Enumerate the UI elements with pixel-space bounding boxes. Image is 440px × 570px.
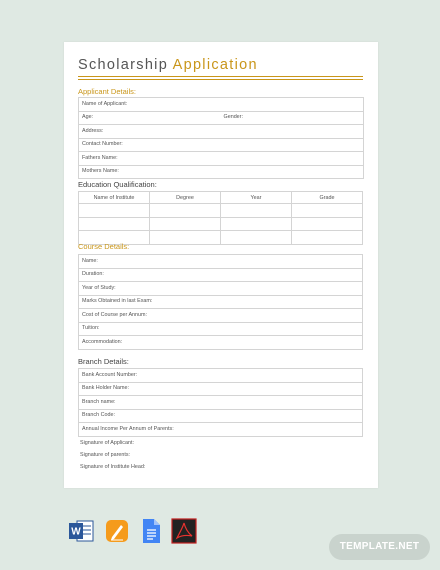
table-cell[interactable] (221, 204, 292, 218)
table-cell[interactable] (150, 204, 221, 218)
course-name-field[interactable]: Name: (79, 255, 363, 269)
contact-field[interactable]: Contact Number: (79, 138, 364, 152)
title-rule-top (78, 76, 363, 77)
accommodation-field[interactable]: Accommodation: (79, 336, 363, 350)
table-row (79, 165, 364, 179)
table-cell[interactable] (221, 217, 292, 231)
table-cell[interactable] (150, 217, 221, 231)
column-header: Year (221, 192, 292, 204)
table-row (79, 138, 364, 152)
year-of-study-field[interactable]: Year of Study: (79, 282, 363, 296)
document-page (64, 42, 378, 488)
table-row (79, 423, 363, 437)
table-cell[interactable] (292, 231, 363, 245)
google-docs-icon[interactable] (138, 518, 164, 544)
bank-holder-field[interactable]: Bank Holder Name: (79, 382, 363, 396)
table-row (79, 322, 363, 336)
duration-field[interactable]: Duration: (79, 268, 363, 282)
age-field[interactable]: Age: (79, 111, 221, 125)
table-row (79, 217, 363, 231)
table-row (79, 336, 363, 350)
table-cell[interactable] (292, 217, 363, 231)
column-header: Name of Institute (79, 192, 150, 204)
table-row (79, 295, 363, 309)
table-row (79, 204, 363, 218)
table-row (79, 396, 363, 410)
course-cost-field[interactable]: Cost of Course per Annum: (79, 309, 363, 323)
applicant-section-title: Applicant Details: (78, 87, 136, 96)
document-title (78, 57, 258, 73)
marks-field[interactable]: Marks Obtained in last Exam: (79, 295, 363, 309)
title-rule-bottom (78, 79, 363, 80)
table-cell[interactable] (79, 204, 150, 218)
parents-signature-label: Signature of parents: (80, 452, 131, 458)
column-header: Grade (292, 192, 363, 204)
education-table (78, 191, 363, 245)
pages-icon[interactable] (104, 518, 130, 544)
table-row (79, 409, 363, 423)
branch-name-field[interactable]: Branch name: (79, 396, 363, 410)
table-cell[interactable] (79, 217, 150, 231)
table-row (79, 98, 364, 112)
course-table (78, 254, 363, 350)
mother-name-field[interactable]: Mothers Name: (79, 165, 364, 179)
education-section-title: Education Qualification: (78, 180, 157, 189)
word-icon[interactable] (68, 518, 94, 544)
svg-text:W: W (71, 526, 81, 538)
applicant-name-field[interactable]: Name of Applicant: (79, 98, 364, 112)
table-row (79, 309, 363, 323)
course-section-title: Course Details: (78, 242, 130, 251)
father-name-field[interactable]: Fathers Name: (79, 152, 364, 166)
bank-account-field[interactable]: Bank Account Number: (79, 369, 363, 383)
title-part-1: Scholarship (78, 57, 169, 73)
tuition-field[interactable]: Tuition: (79, 322, 363, 336)
annual-income-field[interactable]: Annual Income Per Annum of Parents: (79, 423, 363, 437)
table-cell[interactable] (292, 204, 363, 218)
table-row (79, 111, 364, 125)
table-row (79, 382, 363, 396)
applicant-table (78, 97, 364, 179)
table-row (79, 282, 363, 296)
pdf-icon[interactable] (171, 518, 197, 544)
table-row (79, 255, 363, 269)
branch-code-field[interactable]: Branch Code: (79, 409, 363, 423)
branch-section-title: Branch Details: (78, 357, 129, 366)
table-row (79, 152, 364, 166)
column-header: Degree (150, 192, 221, 204)
branch-table (78, 368, 363, 437)
gender-field[interactable]: Gender: (221, 111, 364, 125)
table-header-row (79, 192, 363, 204)
title-part-2: Application (172, 57, 258, 73)
table-cell[interactable] (221, 231, 292, 245)
table-row (79, 268, 363, 282)
table-cell[interactable] (150, 231, 221, 245)
applicant-signature-label: Signature of Applicant: (80, 440, 134, 446)
address-field[interactable]: Address: (79, 125, 364, 139)
template-net-watermark: TEMPLATE.NET (329, 534, 430, 560)
institute-head-signature-label: Signature of Institute Head: (80, 464, 146, 470)
table-row (79, 369, 363, 383)
table-row (79, 125, 364, 139)
